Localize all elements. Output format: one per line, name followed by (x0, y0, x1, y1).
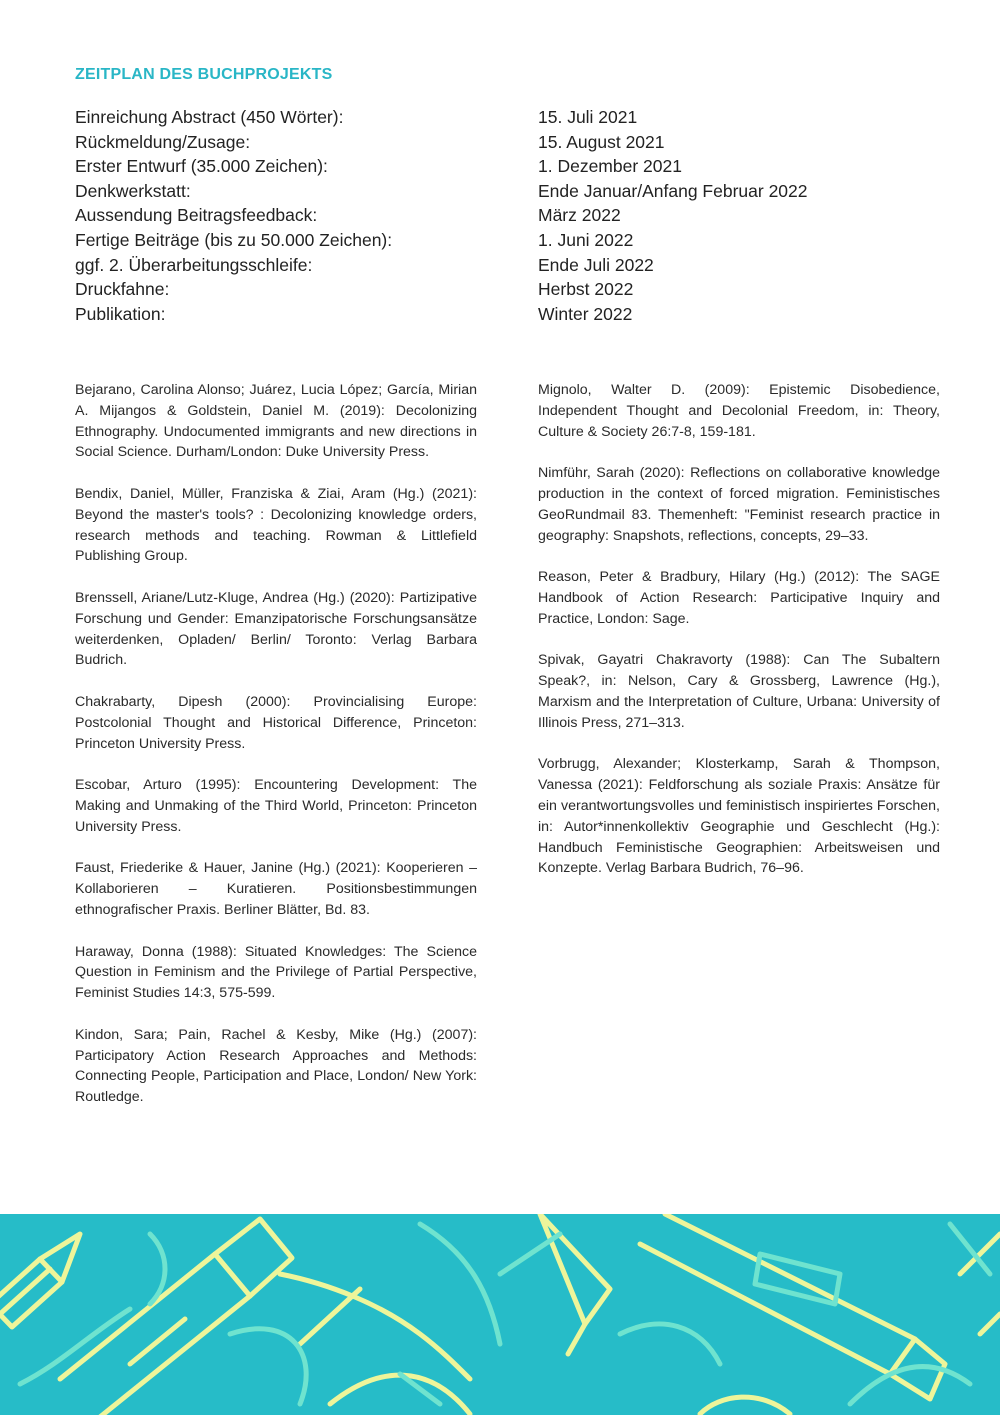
reference-entry: Mignolo, Walter D. (2009): Epistemic Disobedience, Independent Thought and Decolonial Freedom, in: Theory, Culture & Society 26:7-8, 159-181. (538, 382, 940, 440)
reference-entry: Chakrabarty, Dipesh (2000): Provincialising Europe: Postcolonial Thought and Historical Difference, Princeton: Princeton University Press. (75, 693, 477, 752)
reference-entry: Nimführ, Sarah (2020): Reflections on collaborative knowledge production in the context of forced migration. Feministisches GeoRundmail 83. Themenheft: "Feminist research practice in geography: Snapshots, reflections, concepts, 29–33. (538, 465, 940, 544)
references-right-column (538, 380, 940, 900)
schedule-date: Ende Juli 2022 (538, 254, 654, 275)
reference-entry: Brenssell, Ariane/Lutz-Kluge, Andrea (Hg.) (2020): Partizipative Forschung und Gender: Emanzipatorische Forschungsansätze weiterdenken, Opladen/ Berlin/ Toronto: Verlag Barbara Budrich. (75, 589, 477, 669)
reference-entry: Vorbrugg, Alexander; Klosterkamp, Sarah & Thompson, Vanessa (2021): Feldforschung als soziale Praxis: Ansätze für ein verantwortungsvolles und feministisch inspiriertes Forschen, in: Autor*innenkollektiv Geographie und Geschlecht (Hg.): Handbuch Feministische Geographien: Arbeitsweisen und Konzepte. Verlag Barbara Budrich, 76–96. (538, 756, 940, 877)
stationery-doodle-illustration (0, 1214, 1000, 1415)
schedule-milestones (75, 105, 495, 326)
schedule-milestone: Einreichung Abstract (450 Wörter): (75, 107, 344, 127)
schedule-milestone: Aussendung Beitragsfeedback: (75, 205, 318, 226)
reference-entry: Bejarano, Carolina Alonso; Juárez, Lucia López; García, Mirian A. Mijangos & Goldstein, Daniel M. (2019): Decolonizing Ethnography. Undocumented immigrants and new directions in Social Science. Durham/London: Duke University Press. (75, 382, 477, 461)
schedule-date: 15. August 2021 (538, 131, 665, 152)
schedule-milestone: Erster Entwurf (35.000 Zeichen): (75, 156, 328, 177)
schedule-milestone: Fertige Beiträge (bis zu 50.000 Zeichen): (75, 229, 393, 250)
schedule-milestone: Druckfahne: (75, 279, 170, 300)
schedule-date: 15. Juli 2021 (538, 107, 638, 127)
schedule-date: 1. Juni 2022 (538, 229, 634, 250)
schedule-dates (538, 105, 958, 326)
reference-entry: Haraway, Donna (1988): Situated Knowledges: The Science Question in Feminism and the Privilege of Partial Perspective, Feminist Studies 14:3, 575-599. (75, 943, 477, 1002)
schedule-milestone: Denkwerkstatt: (75, 180, 191, 201)
schedule-date: März 2022 (538, 205, 621, 226)
page-title: ZEITPLAN DES BUCHPROJEKTS (75, 65, 333, 83)
schedule-date: 1. Dezember 2021 (538, 156, 682, 177)
reference-entry: Escobar, Arturo (1995): Encountering Development: The Making and Unmaking of the Third World, Princeton: Princeton University Press. (75, 777, 477, 835)
schedule-date: Herbst 2022 (538, 279, 634, 300)
schedule-milestone: ggf. 2. Überarbeitungsschleife: (75, 254, 313, 275)
references-left-column (75, 380, 477, 1129)
reference-entry: Faust, Friederike & Hauer, Janine (Hg.) (2021): Kooperieren – Kollaborieren – Kuratieren. Positionsbestimmungen ethnografischer Praxis. Berliner Blätter, Bd. 83. (75, 860, 477, 918)
schedule-milestone: Publikation: (75, 303, 166, 324)
decorative-banner (0, 1214, 1000, 1415)
schedule-date: Winter 2022 (538, 303, 633, 324)
reference-entry: Spivak, Gayatri Chakravorty (1988): Can The Subaltern Speak?, in: Nelson, Cary & Grossberg, Lawrence (Hg.), Marxism and the Interpretation of Culture, Urbana: University of Illinois Press, 271–313. (538, 652, 940, 731)
reference-entry: Kindon, Sara; Pain, Rachel & Kesby, Mike (Hg.) (2007): Participatory Action Research Approaches and Methods: Connecting People, Participation and Place, London/ New York: Routledge. (75, 1026, 477, 1106)
reference-entry: Bendix, Daniel, Müller, Franziska & Ziai, Aram (Hg.) (2021): Beyond the master's tools? : Decolonizing knowledge orders, research methods and teaching. Rowman & Littlefield Publishing Group. (75, 485, 477, 565)
schedule-date: Ende Januar/Anfang Februar 2022 (538, 180, 808, 201)
schedule-milestone: Rückmeldung/Zusage: (75, 131, 251, 152)
reference-entry: Reason, Peter & Bradbury, Hilary (Hg.) (2012): The SAGE Handbook of Action Research: Participative Inquiry and Practice, London: Sage. (538, 569, 940, 627)
